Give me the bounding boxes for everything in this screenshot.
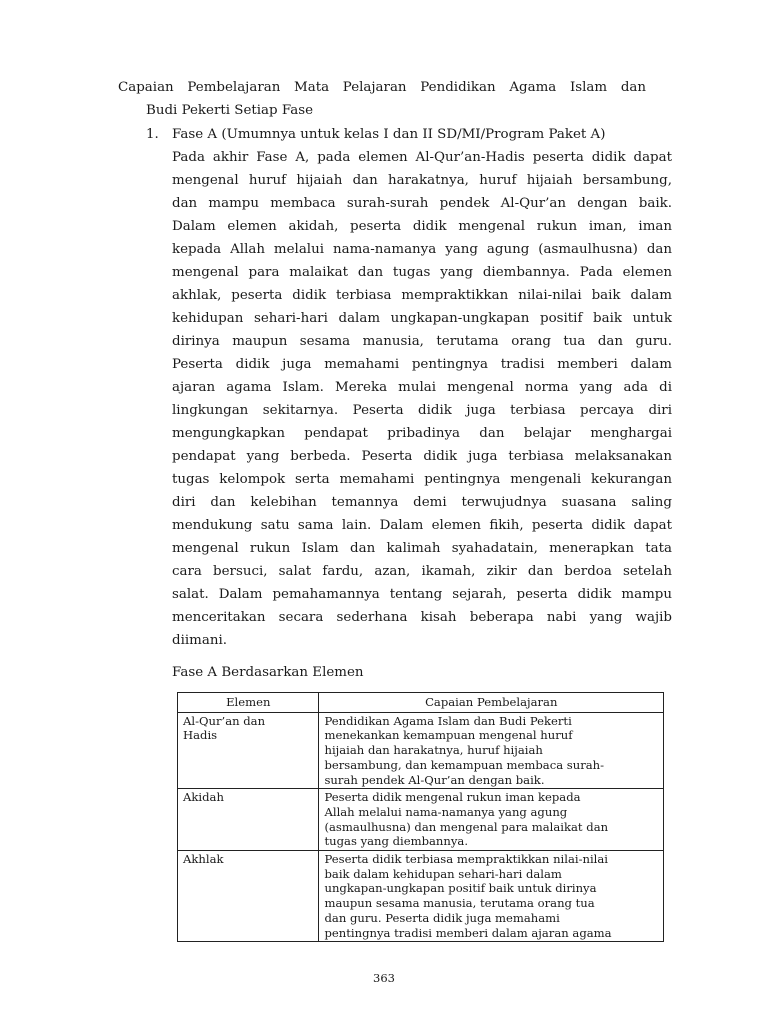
table-row (178, 851, 664, 942)
cell-line: Akhlak (183, 852, 224, 867)
paragraph-line: ajaran agama Islam. Mereka mulai mengenal norma yang ada di (172, 380, 672, 395)
cell-line: hijaiah dan harakatnya, huruf hijaiah (324, 743, 543, 758)
cell-line: bersambung, dan kemampuan membaca surah- (324, 757, 605, 772)
cell-line: baik dalam kehidupan sehari-hari dalam (324, 866, 562, 881)
cell-line: Peserta didik mengenal rukun iman kepada (324, 790, 581, 805)
paragraph-line: diimani. (172, 633, 227, 648)
cell-line: Hadis (183, 728, 218, 743)
paragraph-line: mendukung satu sama lain. Dalam elemen fikih, peserta didik dapat (172, 518, 672, 533)
cell-line: (asmaulhusna) dan mengenal para malaikat dan (324, 819, 609, 834)
paragraph-line: dan mampu membaca surah-surah pendek Al-Qur’an dengan baik. (172, 196, 672, 211)
paragraph-line: cara bersuci, salat fardu, azan, ikamah, zikir dan berdoa setelah (172, 564, 672, 579)
phase-description (172, 146, 672, 652)
cell-line: maupun sesama manusia, terutama orang tua (324, 896, 595, 911)
cell-line: Al-Qur’an dan (183, 713, 266, 728)
cell-line: ungkapan-ungkapan positif baik untuk dirinya (324, 881, 597, 896)
paragraph-line: lingkungan sekitarnya. Peserta didik juga terbiasa percaya diri (172, 403, 672, 418)
paragraph-line: diri dan kelebihan temannya demi terwujudnya suasana saling (172, 495, 672, 510)
paragraph-line: Dalam elemen akidah, peserta didik mengenal rukun iman, iman (172, 219, 672, 234)
element-cell (178, 712, 319, 789)
cell-line: menekankan kemampuan mengenal huruf (324, 728, 573, 743)
column-header-element: Elemen (178, 693, 319, 713)
cell-line: Peserta didik terbiasa mempraktikkan nilai-nilai (324, 852, 609, 867)
paragraph-line: mengungkapkan pendapat pribadinya dan belajar menghargai (172, 426, 672, 441)
cell-line: surah pendek Al-Qur’an dengan baik. (324, 772, 545, 787)
paragraph-line: mengenal para malaikat dan tugas yang diembannya. Pada elemen (172, 265, 672, 280)
paragraph-line: Pada akhir Fase A, pada elemen Al-Qur’an-Hadis peserta didik dapat (172, 150, 672, 165)
section-heading-line-2: Budi Pekerti Setiap Fase (146, 103, 314, 118)
cell-line: tugas yang diembannya. (324, 834, 469, 849)
paragraph-line: kehidupan sehari-hari dalam ungkapan-ungkapan positif baik untuk (172, 311, 672, 326)
phase-title: Fase A (Umumnya untuk kelas I dan II SD/MI/Program Paket A) (172, 127, 606, 142)
paragraph-line: mengenal rukun Islam dan kalimah syahadatain, menerapkan tata (172, 541, 672, 556)
element-cell (178, 789, 319, 851)
paragraph-line: akhlak, peserta didik terbiasa mempraktikkan nilai-nilai baik dalam (172, 288, 672, 303)
paragraph-line: pendapat yang berbeda. Peserta didik juga terbiasa melaksanakan (172, 449, 672, 464)
page-number: 363 (373, 971, 395, 985)
cell-line: Pendidikan Agama Islam dan Budi Pekerti (324, 713, 572, 728)
table-row (178, 712, 664, 789)
paragraph-line: tugas kelompok serta memahami pentingnya mengenali kekurangan (172, 472, 672, 487)
paragraph-line: dirinya maupun sesama manusia, terutama orang tua dan guru. (172, 334, 672, 349)
cell-line: dan guru. Peserta didik juga memahami (324, 910, 560, 925)
cell-line: Allah melalui nama-namanya yang agung (324, 804, 568, 819)
table-header-row (178, 693, 664, 713)
cell-line: pentingnya tradisi memberi dalam ajaran agama (324, 925, 612, 940)
list-item-number: 1. (146, 127, 159, 142)
table-caption: Fase A Berdasarkan Elemen (172, 665, 364, 680)
element-cell (178, 851, 319, 942)
paragraph-line: kepada Allah melalui nama-namanya yang agung (asmaulhusna) dan (172, 242, 672, 257)
outcome-cell (319, 789, 664, 851)
paragraph-line: salat. Dalam pemahamannya tentang sejarah, peserta didik mampu (172, 587, 672, 602)
column-header-outcome: Capaian Pembelajaran (319, 693, 664, 713)
outcome-cell (319, 851, 664, 942)
paragraph-line: mengenal huruf hijaiah dan harakatnya, huruf hijaiah bersambung, (172, 173, 672, 188)
cell-line: Akidah (183, 790, 224, 805)
table-row (178, 789, 664, 851)
elements-table (177, 692, 664, 942)
section-heading-line-1: Capaian Pembelajaran Mata Pelajaran Pendidikan Agama Islam dan (118, 80, 646, 95)
paragraph-line: Peserta didik juga memahami pentingnya tradisi memberi dalam (172, 357, 672, 372)
outcome-cell (319, 712, 664, 789)
paragraph-line: menceritakan secara sederhana kisah beberapa nabi yang wajib (172, 610, 672, 625)
